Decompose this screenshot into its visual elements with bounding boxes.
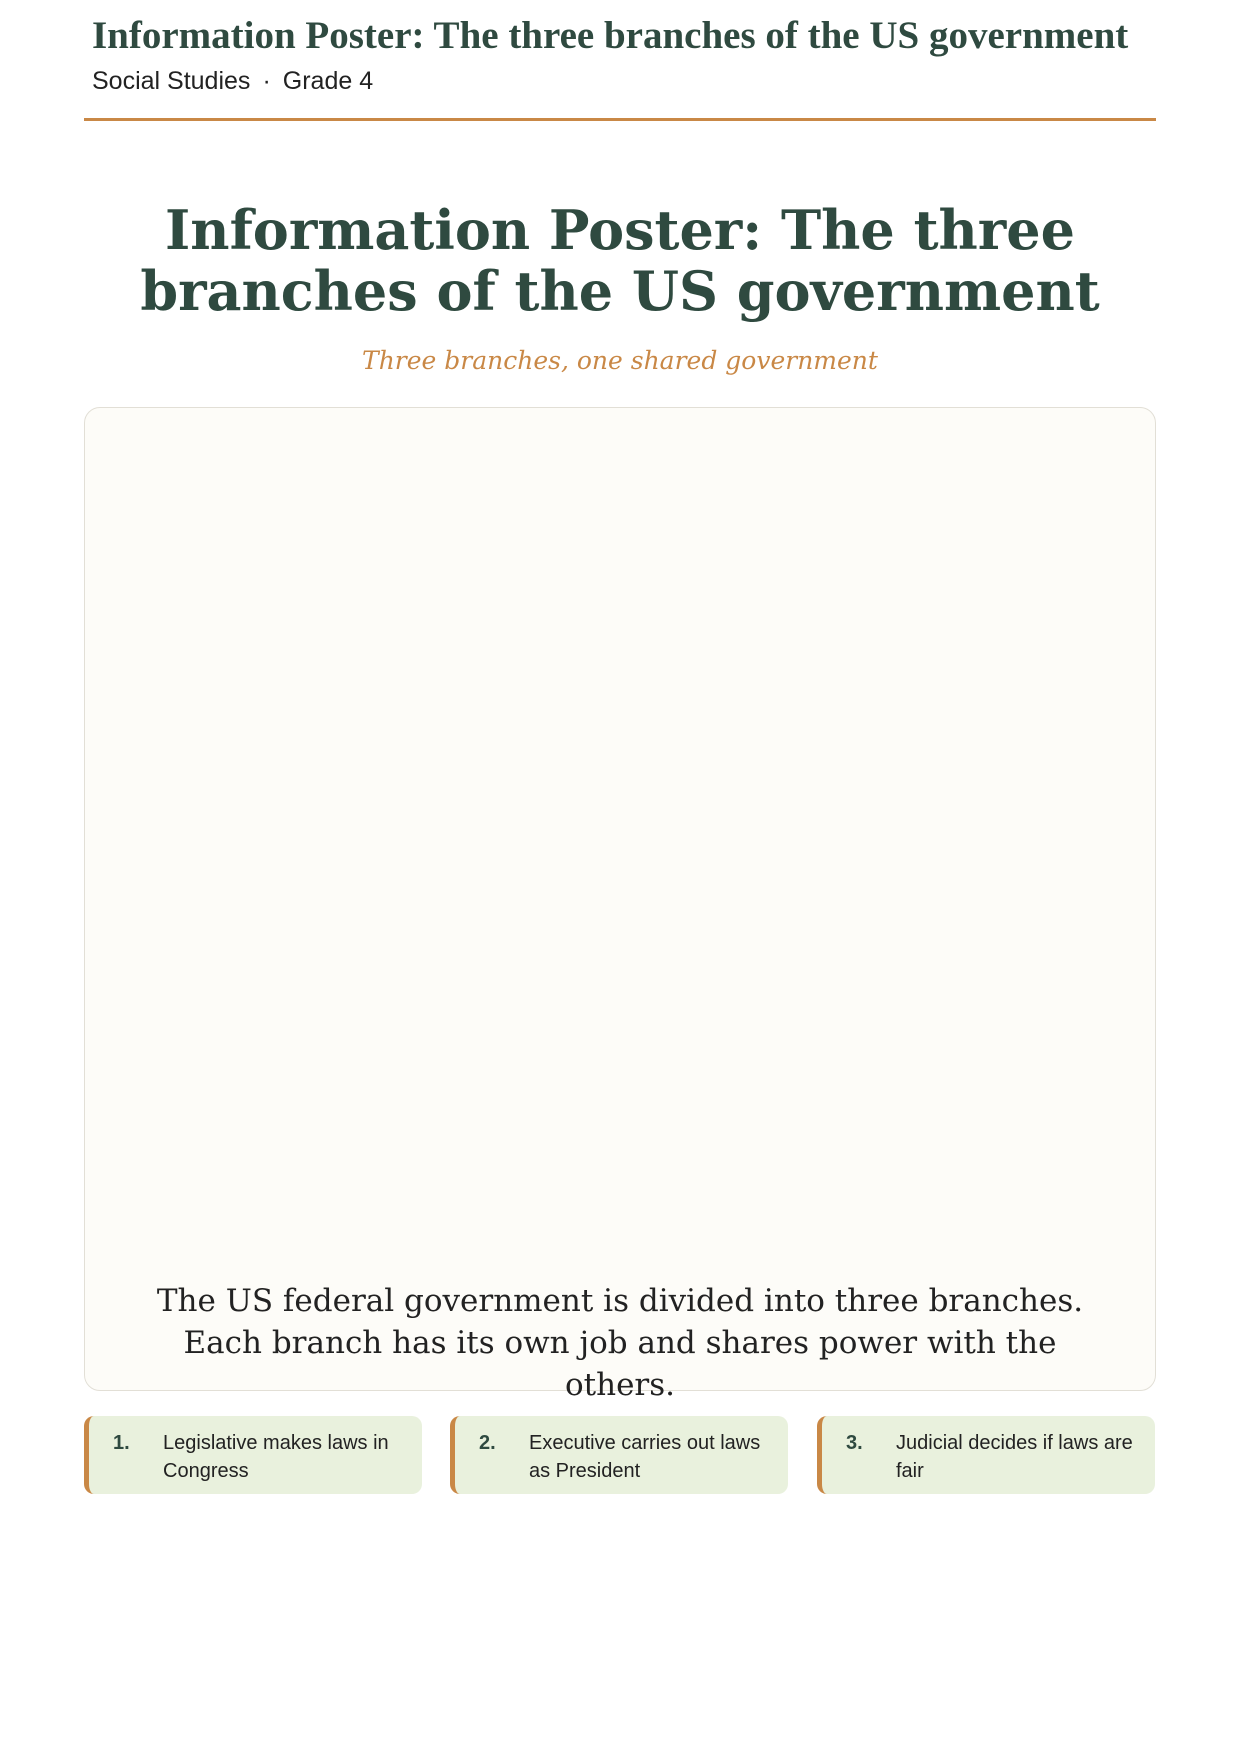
poster-description: The US federal government is divided into three branches. Each branch has its own job and shares power with the others.: [156, 1283, 1084, 1403]
branch-text: Legislative makes laws in Congress: [163, 1432, 389, 1482]
meta-separator: ·: [262, 67, 271, 95]
branch-number: 3.: [846, 1432, 863, 1454]
header-title: Information Poster: The three branches of the US government: [92, 14, 1129, 57]
subject-label: Social Studies: [92, 67, 251, 95]
branch-number: 2.: [479, 1432, 496, 1454]
header-meta: [92, 66, 373, 96]
branch-list: [84, 1416, 1156, 1494]
branch-card-judicial: [817, 1416, 1155, 1494]
branch-card-executive: [450, 1416, 788, 1494]
grade-label: Grade 4: [282, 67, 374, 95]
header-divider: [84, 118, 1156, 121]
poster-title: Information Poster: The three branches of the US government: [140, 198, 1100, 323]
poster-subtitle: Three branches, one shared government: [362, 346, 878, 375]
branch-text: Judicial decides if laws are fair: [896, 1432, 1133, 1482]
branch-text: Executive carries out laws as President: [529, 1432, 761, 1482]
branch-card-legislative: [84, 1416, 422, 1494]
branch-number: 1.: [113, 1432, 130, 1454]
poster-panel: [84, 407, 1156, 1403]
